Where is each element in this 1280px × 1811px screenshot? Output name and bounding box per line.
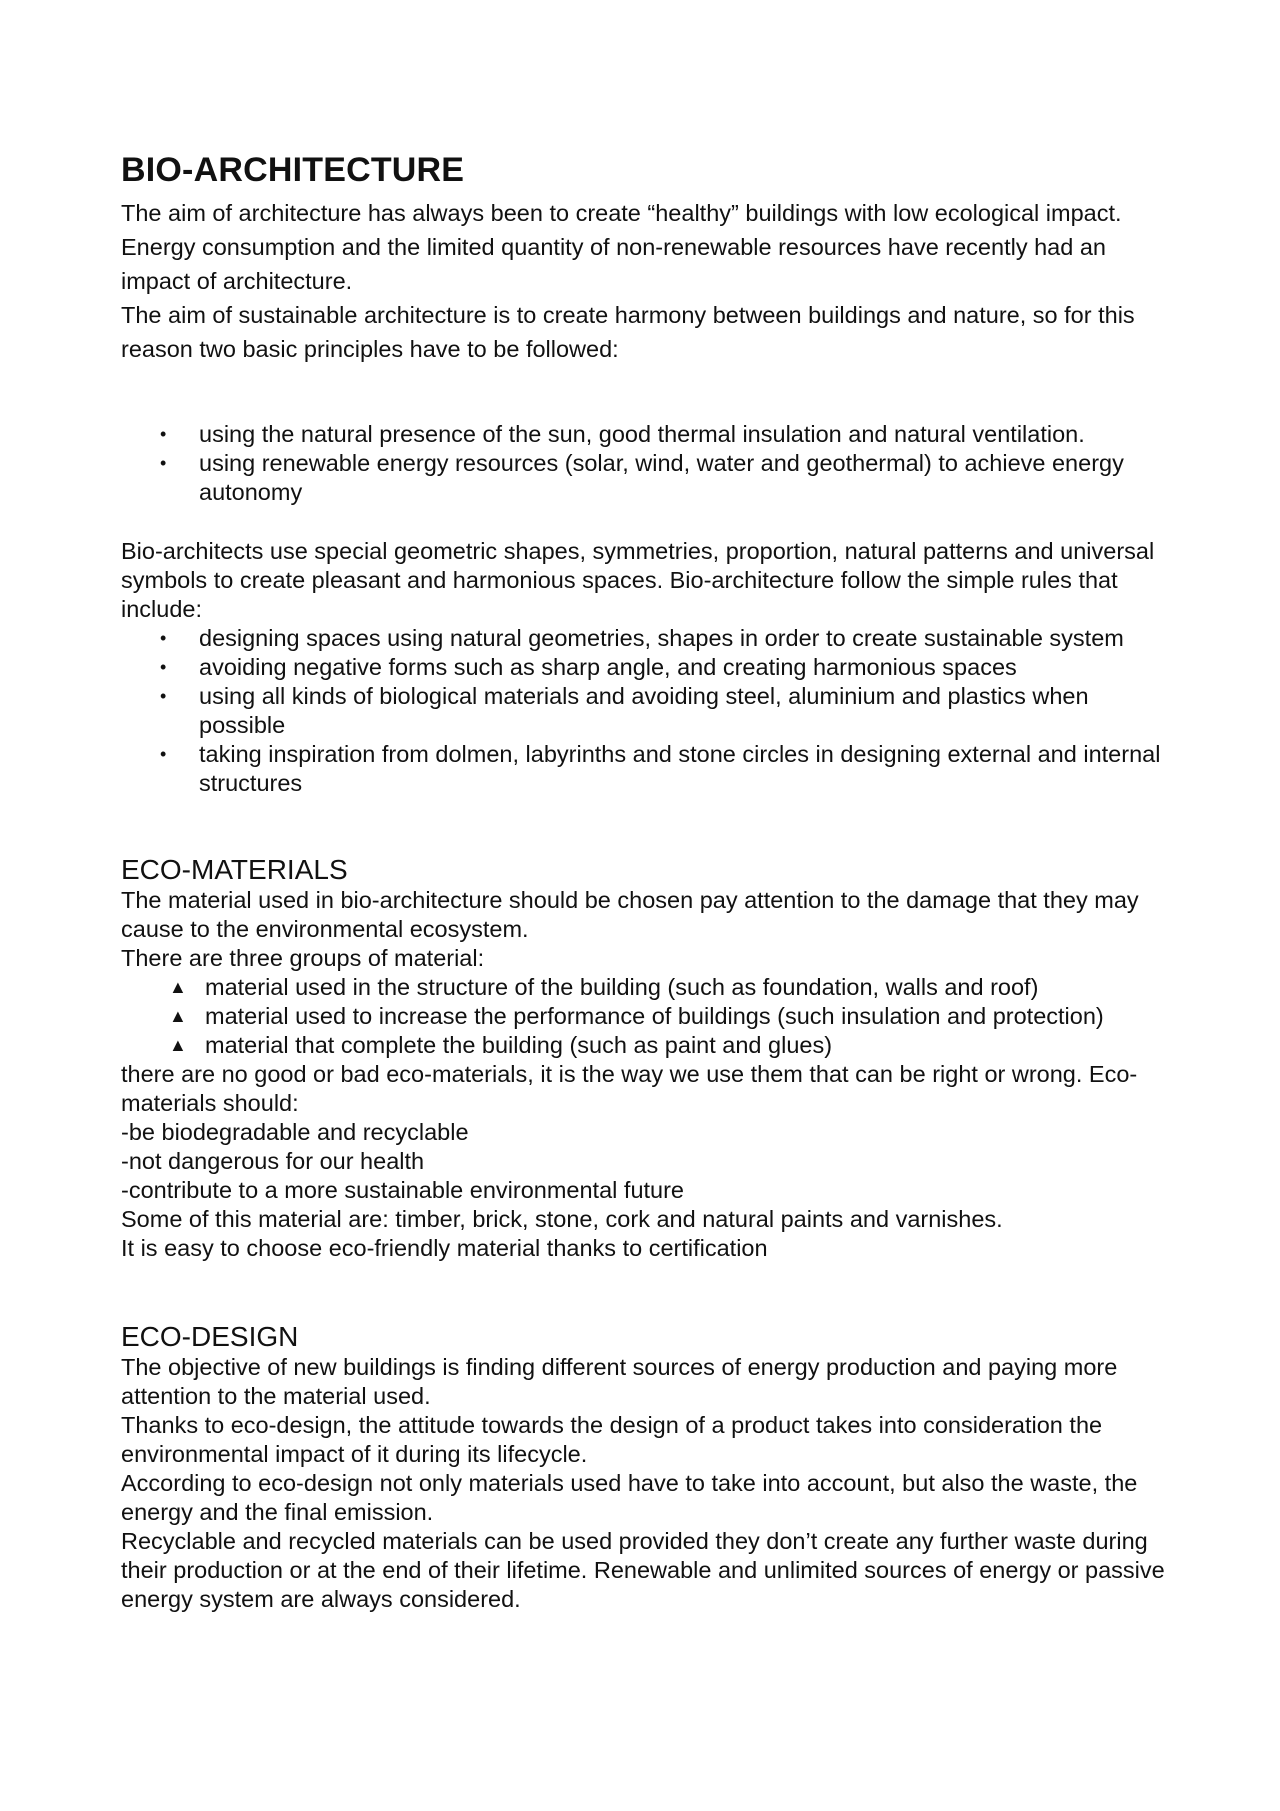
list-item bbox=[121, 740, 1181, 798]
bullet-icon: • bbox=[160, 424, 167, 444]
list-item bbox=[121, 1002, 1181, 1031]
list-item-text: using all kinds of biological materials and avoiding steel, aluminium and plastics when possible bbox=[199, 683, 1089, 738]
intro-section bbox=[121, 196, 1181, 366]
list-item-text: designing spaces using natural geometries, shapes in order to create sustainable system bbox=[199, 625, 1124, 651]
list-item bbox=[121, 973, 1181, 1002]
paragraph: Thanks to eco-design, the attitude towards the design of a product takes into consideration the environmental impact of it during its lifecycle. bbox=[121, 1412, 1103, 1467]
paragraph: It is easy to choose eco-friendly material thanks to certification bbox=[121, 1235, 768, 1261]
list-item bbox=[121, 624, 1181, 653]
should-item: -not dangerous for our health bbox=[121, 1148, 425, 1174]
section-heading: ECO-DESIGN bbox=[121, 1321, 299, 1352]
list-item-text: using the natural presence of the sun, good thermal insulation and natural ventilation. bbox=[199, 421, 1085, 447]
intro-paragraph: The aim of sustainable architecture is to create harmony between buildings and nature, so for this reason two basic principles have to be followed: bbox=[121, 302, 1135, 362]
paragraph: Recyclable and recycled materials can be used provided they don’t create any further waste during their production or at the end of their lifetime. Renewable and unlimited sources of energy or passive energy system are always considered. bbox=[121, 1528, 1165, 1612]
eco-design-section bbox=[121, 1321, 1181, 1614]
principles-list bbox=[121, 420, 1181, 507]
list-item-text: taking inspiration from dolmen, labyrinths and stone circles in designing external and internal structures bbox=[199, 741, 1161, 796]
bullet-icon: • bbox=[160, 657, 167, 677]
should-item: -contribute to a more sustainable environmental future bbox=[121, 1177, 685, 1203]
list-item-text: avoiding negative forms such as sharp angle, and creating harmonious spaces bbox=[199, 654, 1017, 680]
section-heading: ECO-MATERIALS bbox=[121, 854, 348, 885]
list-item bbox=[121, 682, 1181, 740]
paragraph: According to eco-design not only materials used have to take into account, but also the waste, the energy and the final emission. bbox=[121, 1470, 1138, 1525]
bullet-icon: • bbox=[160, 744, 167, 764]
triangle-bullet-icon: ▲ bbox=[169, 1035, 187, 1055]
list-item bbox=[121, 1031, 1181, 1060]
bio-paragraph: Bio-architects use special geometric shapes, symmetries, proportion, natural patterns and universal symbols to create pleasant and harmonious spaces. Bio-architecture follow the simple rules that include: bbox=[121, 538, 1155, 622]
list-item-text: using renewable energy resources (solar, wind, water and geothermal) to achieve energy autonomy bbox=[199, 450, 1124, 505]
list-item bbox=[121, 420, 1181, 449]
paragraph: There are three groups of material: bbox=[121, 945, 485, 971]
list-item bbox=[121, 449, 1181, 507]
intro-paragraph: The aim of architecture has always been to create “healthy” buildings with low ecological impact. bbox=[121, 200, 1122, 226]
intro-paragraph: Energy consumption and the limited quantity of non-renewable resources have recently had an impact of architecture. bbox=[121, 234, 1106, 294]
triangle-bullet-icon: ▲ bbox=[169, 977, 187, 997]
list-item bbox=[121, 653, 1181, 682]
bullet-icon: • bbox=[160, 686, 167, 706]
paragraph: there are no good or bad eco-materials, it is the way we use them that can be right or wrong. Eco-materials should: bbox=[121, 1061, 1138, 1116]
list-item-text: material used in the structure of the building (such as foundation, walls and roof) bbox=[205, 974, 1039, 1000]
list-item-text: material used to increase the performance of buildings (such insulation and protection) bbox=[205, 1003, 1104, 1029]
bullet-icon: • bbox=[160, 453, 167, 473]
eco-materials-section bbox=[121, 854, 1181, 1263]
triangle-bullet-icon: ▲ bbox=[169, 1006, 187, 1026]
paragraph: The material used in bio-architecture should be chosen pay attention to the damage that they may cause to the environmental ecosystem. bbox=[121, 887, 1139, 942]
should-item: -be biodegradable and recyclable bbox=[121, 1119, 469, 1145]
page-title: BIO-ARCHITECTURE bbox=[121, 151, 465, 189]
bullet-icon: • bbox=[160, 628, 167, 648]
bio-rules-section bbox=[121, 537, 1181, 798]
paragraph: The objective of new buildings is finding different sources of energy production and paying more attention to the material used. bbox=[121, 1354, 1118, 1409]
paragraph: Some of this material are: timber, brick, stone, cork and natural paints and varnishes. bbox=[121, 1206, 1003, 1232]
list-item-text: material that complete the building (such as paint and glues) bbox=[205, 1032, 833, 1058]
